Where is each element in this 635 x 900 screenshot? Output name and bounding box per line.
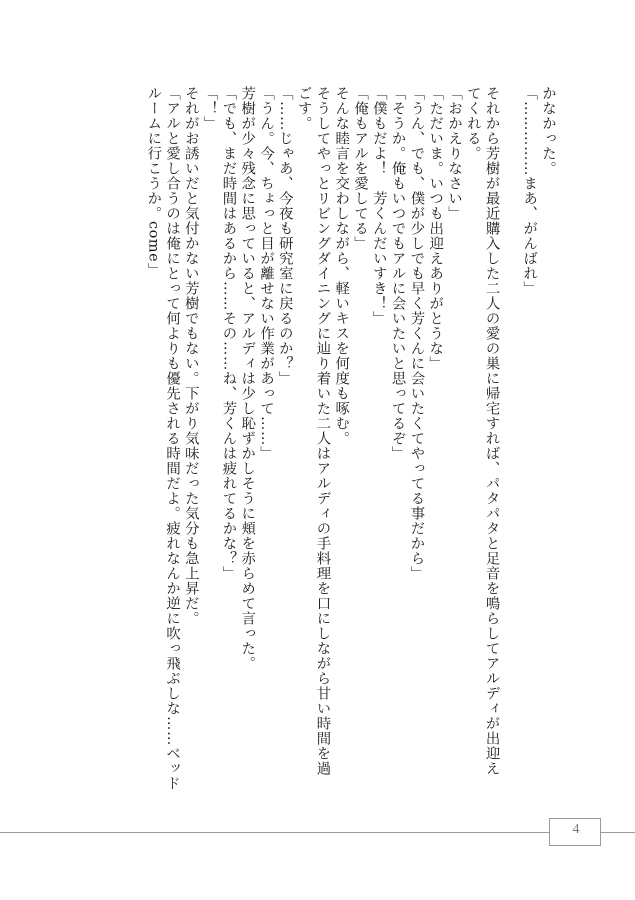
text-line: 「！」 bbox=[201, 86, 218, 131]
text-line: 「ただいま。いつも出迎えありがとうな」 bbox=[427, 86, 444, 371]
text-line: 「アルと愛し合うのは俺にとって何よりも優先される時間だよ。疲れなんか逆に吹っ飛ぶしな……ベッド bbox=[164, 86, 181, 791]
text-line: そうしてやっとリビングダイニングに辿り着いた二人はアルディの手料理を口にしながら甘い時間を過 bbox=[314, 86, 331, 776]
text-line: 「……じゃあ、今夜も研究室に戻るのか？」 bbox=[276, 86, 293, 386]
text-line: 「でも、まだ時間はあるから……その……ね、芳くんは疲れてるかな？」 bbox=[220, 86, 237, 581]
text-line: てくれる。 bbox=[464, 86, 481, 161]
text-line: 「そうか。俺もいつでもアルに会いたいと思ってるぞ」 bbox=[389, 86, 406, 461]
text-line: かなかった。 bbox=[540, 86, 556, 176]
blank-line bbox=[501, 86, 520, 806]
text-line: ルームに行こうか。come」 bbox=[145, 86, 162, 278]
text-line: 「うん。今、ちょっと目が離せない作業があって……」 bbox=[258, 86, 275, 461]
text-line: それがお誘いだと気付かない芳樹でもない。下がり気味だった気分も急上昇だ。 bbox=[182, 86, 199, 626]
text-line: 「おかえりなさい」 bbox=[446, 86, 463, 221]
text-line: 「……………まあ、がんばれ」 bbox=[521, 86, 538, 296]
text-line: 「俺もアルを愛してる」 bbox=[352, 86, 369, 251]
page-number: 4 bbox=[572, 822, 580, 837]
text-line: ごす。 bbox=[295, 86, 312, 131]
page-number-box bbox=[549, 818, 601, 846]
vertical-text-body bbox=[143, 86, 557, 806]
text-line: 芳樹が少々残念に思っていると、アルディは少し恥ずかしそうに頬を赤らめて言った。 bbox=[239, 86, 256, 671]
text-line: そんな睦言を交わしながら、軽いキスを何度も啄む。 bbox=[333, 86, 350, 446]
footer-rule bbox=[0, 832, 635, 833]
text-line: 「うん、でも、僕が少しでも早く芳くんに会いたくてやってる事だから」 bbox=[408, 86, 425, 581]
text-line: それから芳樹が最近購入した二人の愛の巣に帰宅すれば、パタパタと足音を鳴らしてアルディが出迎え bbox=[483, 86, 500, 776]
text-line: 「僕もだよ！ 芳くんだいすき！」 bbox=[370, 86, 387, 326]
